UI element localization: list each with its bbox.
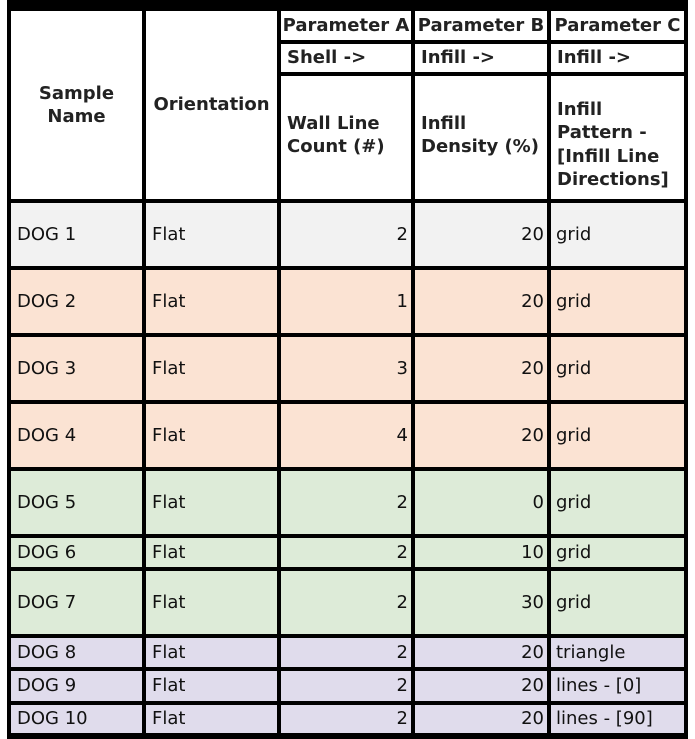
header-parameter-b: Parameter B (415, 11, 547, 40)
header-wall-line-count: Wall Line Count (#) (281, 76, 411, 199)
cell-wall-line-count: 2 (281, 471, 411, 534)
cell-sample-name: DOG 1 (11, 203, 142, 266)
cell-orientation: Flat (146, 404, 277, 467)
cell-sample-name: DOG 7 (11, 571, 142, 634)
cell-infill-density: 0 (415, 471, 547, 534)
cell-sample-name: DOG 3 (11, 337, 142, 400)
cell-infill-pattern: grid (551, 203, 684, 266)
header-infill-density: Infill Density (%) (415, 76, 547, 199)
header-sample-name: Sample Name (11, 11, 142, 199)
cell-infill-density: 20 (415, 671, 547, 701)
cell-infill-density: 20 (415, 203, 547, 266)
cell-infill-pattern: grid (551, 337, 684, 400)
header-orientation: Orientation (146, 11, 277, 199)
cell-orientation: Flat (146, 270, 277, 333)
cell-orientation: Flat (146, 705, 277, 733)
cell-wall-line-count: 2 (281, 203, 411, 266)
cell-infill-density: 30 (415, 571, 547, 634)
cell-infill-density: 20 (415, 638, 547, 667)
header-infill-c: Infill -> (551, 44, 684, 72)
cell-orientation: Flat (146, 538, 277, 567)
cell-wall-line-count: 3 (281, 337, 411, 400)
left-edge-strip (0, 0, 7, 739)
cell-orientation: Flat (146, 203, 277, 266)
cell-wall-line-count: 2 (281, 571, 411, 634)
cell-wall-line-count: 2 (281, 638, 411, 667)
header-shell: Shell -> (281, 44, 411, 72)
cell-infill-pattern: triangle (551, 638, 684, 667)
cell-infill-density: 20 (415, 705, 547, 733)
cell-infill-pattern: grid (551, 270, 684, 333)
cell-infill-pattern: grid (551, 404, 684, 467)
cell-sample-name: DOG 2 (11, 270, 142, 333)
cell-wall-line-count: 1 (281, 270, 411, 333)
cell-sample-name: DOG 6 (11, 538, 142, 567)
cell-infill-density: 20 (415, 337, 547, 400)
cell-orientation: Flat (146, 471, 277, 534)
cell-infill-pattern: lines - [0] (551, 671, 684, 701)
cell-wall-line-count: 4 (281, 404, 411, 467)
right-edge-strip (688, 0, 695, 739)
cell-wall-line-count: 2 (281, 671, 411, 701)
cell-wall-line-count: 2 (281, 538, 411, 567)
cell-sample-name: DOG 9 (11, 671, 142, 701)
cell-infill-density: 20 (415, 404, 547, 467)
cell-orientation: Flat (146, 671, 277, 701)
cell-orientation: Flat (146, 337, 277, 400)
cell-orientation: Flat (146, 638, 277, 667)
cell-orientation: Flat (146, 571, 277, 634)
cell-infill-density: 20 (415, 270, 547, 333)
cell-wall-line-count: 2 (281, 705, 411, 733)
cell-infill-pattern: grid (551, 538, 684, 567)
header-parameter-a: Parameter A (281, 11, 411, 40)
cell-infill-pattern: grid (551, 571, 684, 634)
cell-sample-name: DOG 8 (11, 638, 142, 667)
cell-sample-name: DOG 10 (11, 705, 142, 733)
header-infill-b: Infill -> (415, 44, 547, 72)
cell-infill-pattern: grid (551, 471, 684, 534)
cell-infill-pattern: lines - [90] (551, 705, 684, 733)
cell-infill-density: 10 (415, 538, 547, 567)
header-infill-pattern: Infill Pattern - [Infill Line Directions] (551, 76, 684, 199)
cell-sample-name: DOG 5 (11, 471, 142, 534)
header-parameter-c: Parameter C (551, 11, 684, 40)
cell-sample-name: DOG 4 (11, 404, 142, 467)
